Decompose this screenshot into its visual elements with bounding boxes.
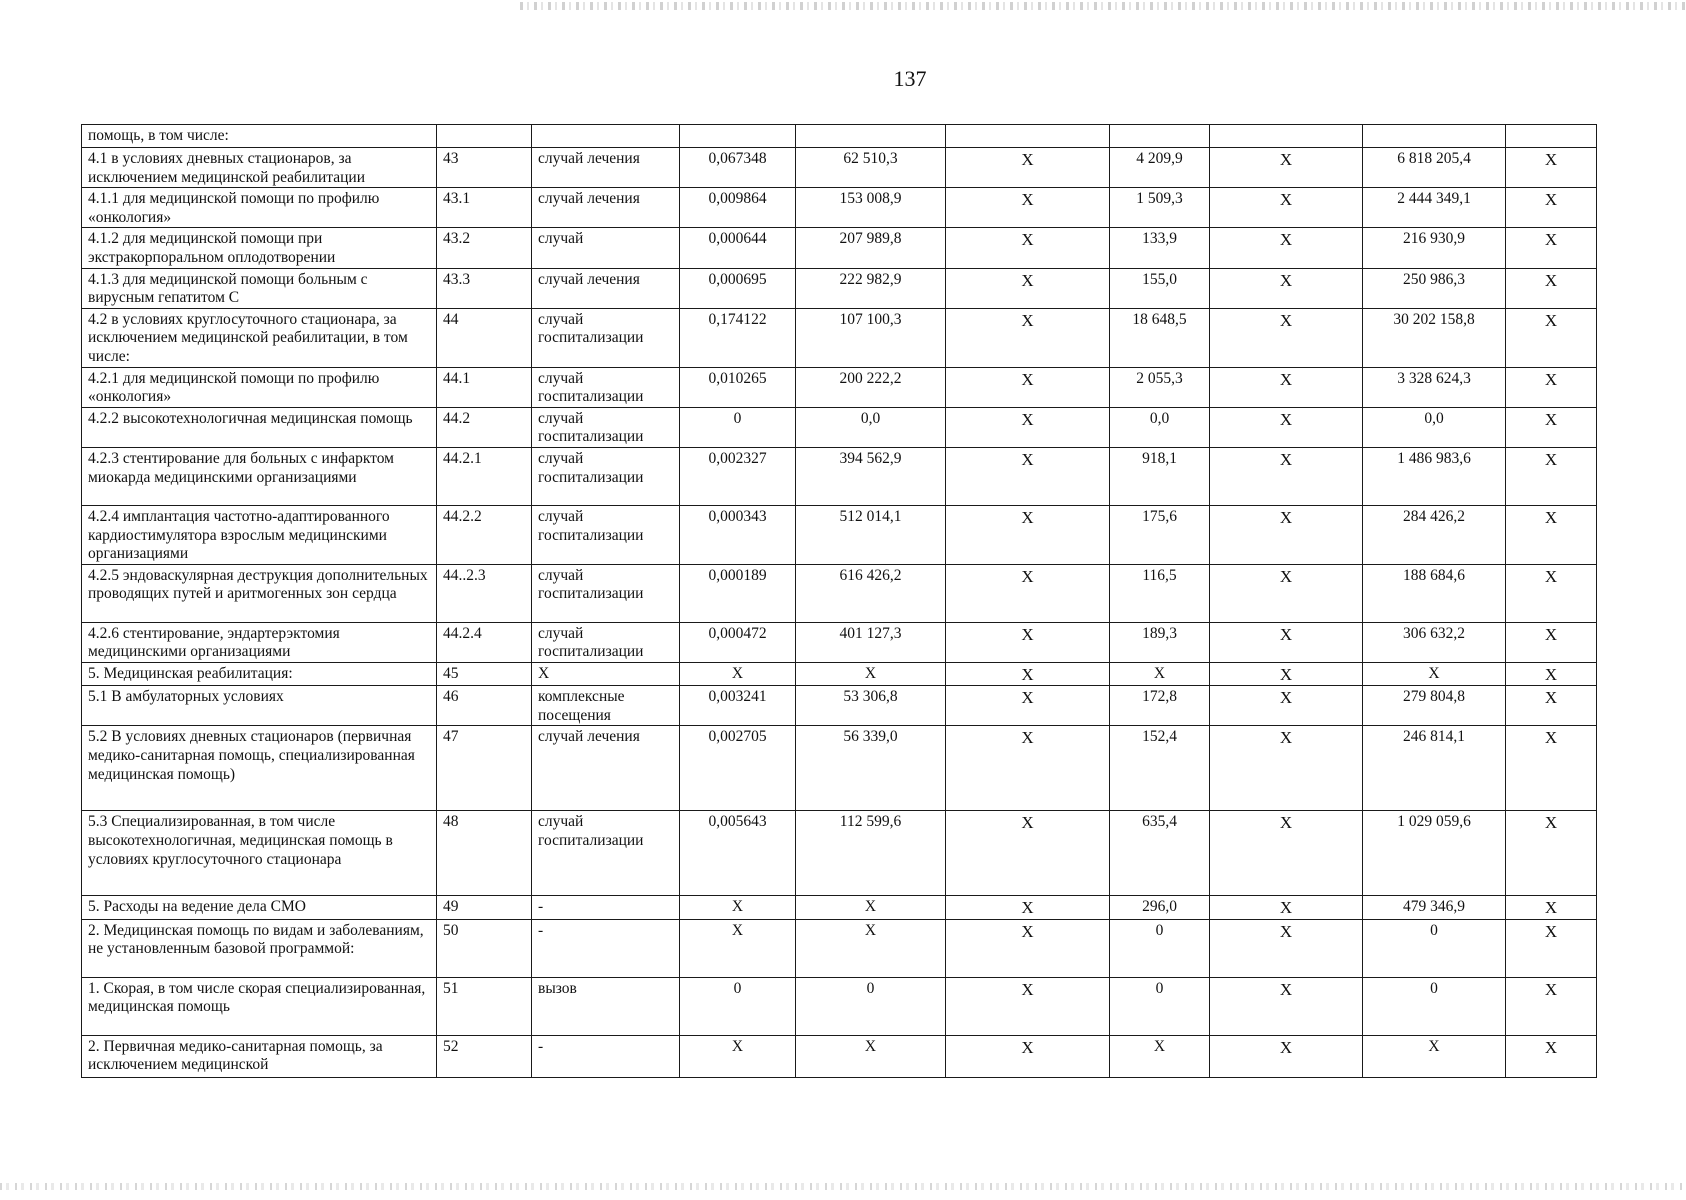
cell-col7: 116,5 [1110, 564, 1210, 622]
cell-col5: 112 599,6 [796, 811, 946, 896]
cell-row-code: 49 [437, 896, 532, 919]
cell-col7: 296,0 [1110, 896, 1210, 919]
cell-col7: 18 648,5 [1110, 308, 1210, 367]
cell-row-code: 45 [437, 662, 532, 685]
cell-col6: X [946, 686, 1110, 726]
table-row [82, 308, 1597, 367]
cell-col4: 0,000695 [680, 268, 796, 308]
data-table [81, 124, 1597, 1078]
cell-row-code: 44.2.1 [437, 447, 532, 505]
cell-col7: 172,8 [1110, 686, 1210, 726]
cell-col5: 401 127,3 [796, 622, 946, 662]
cell-col4: 0,010265 [680, 367, 796, 407]
table-row [82, 622, 1597, 662]
cell-name: 4.2 в условиях круглосуточного стационара, за исключением медицинской реабилитации, в том числе: [82, 308, 437, 367]
cell-col7: 0,0 [1110, 407, 1210, 447]
cell-col5: X [796, 1035, 946, 1077]
cell-col8: X [1210, 811, 1363, 896]
table-row [82, 919, 1597, 977]
cell-col10: X [1506, 308, 1597, 367]
cell-col8: X [1210, 564, 1363, 622]
table-body [82, 125, 1597, 1078]
cell-row-code: 52 [437, 1035, 532, 1077]
cell-name: 1. Скорая, в том числе скорая специализированная, медицинская помощь [82, 977, 437, 1035]
cell-unit: случай госпитализации [532, 308, 680, 367]
table-row [82, 188, 1597, 228]
cell-unit: случай госпитализации [532, 407, 680, 447]
cell-name: 4.2.6 стентирование, эндартерэктомия медицинскими организациями [82, 622, 437, 662]
table-row [82, 268, 1597, 308]
cell-col4: 0,174122 [680, 308, 796, 367]
cell-col8: X [1210, 919, 1363, 977]
cell-col4: 0 [680, 977, 796, 1035]
cell-row-code: 44..2.3 [437, 564, 532, 622]
cell-col6: X [946, 564, 1110, 622]
cell-row-code: 50 [437, 919, 532, 977]
cell-col10: X [1506, 811, 1597, 896]
cell-col5: 616 426,2 [796, 564, 946, 622]
table-row [82, 367, 1597, 407]
cell-row-code: 44.2.2 [437, 505, 532, 564]
cell-name: 4.2.4 имплантация частотно-адаптированного кардиостимулятора взрослым медицинскими организациями [82, 505, 437, 564]
cell-col10: X [1506, 896, 1597, 919]
cell-col10: X [1506, 268, 1597, 308]
cell-col10: X [1506, 622, 1597, 662]
cell-unit: - [532, 896, 680, 919]
cell-row-code: 48 [437, 811, 532, 896]
cell-col7: 0 [1110, 919, 1210, 977]
cell-col5: 207 989,8 [796, 228, 946, 268]
cell-unit: случай госпитализации [532, 447, 680, 505]
cell-col10: X [1506, 447, 1597, 505]
cell-name: помощь, в том числе: [82, 125, 437, 148]
table-row [82, 564, 1597, 622]
cell-unit: случай госпитализации [532, 564, 680, 622]
cell-col5: X [796, 662, 946, 685]
cell-col7: 635,4 [1110, 811, 1210, 896]
cell-name: 5. Расходы на ведение дела СМО [82, 896, 437, 919]
cell-unit: случай госпитализации [532, 811, 680, 896]
cell-col8: X [1210, 1035, 1363, 1077]
cell-col4: 0,003241 [680, 686, 796, 726]
cell-col9: 1 029 059,6 [1363, 811, 1506, 896]
cell-unit: X [532, 662, 680, 685]
cell-col4: X [680, 896, 796, 919]
cell-col8: X [1210, 662, 1363, 685]
cell-col7: 175,6 [1110, 505, 1210, 564]
cell-col9: 216 930,9 [1363, 228, 1506, 268]
cell-col10: X [1506, 977, 1597, 1035]
cell-col8: X [1210, 228, 1363, 268]
cell-col6: X [946, 662, 1110, 685]
cell-col8: X [1210, 726, 1363, 811]
cell-col9: 246 814,1 [1363, 726, 1506, 811]
cell-col5: 107 100,3 [796, 308, 946, 367]
cell-row-code: 44 [437, 308, 532, 367]
cell-col10: X [1506, 919, 1597, 977]
cell-col5: 62 510,3 [796, 148, 946, 188]
scan-artifact-top [520, 2, 1686, 10]
cell-col7: 189,3 [1110, 622, 1210, 662]
cell-col8: X [1210, 977, 1363, 1035]
cell-col9: 188 684,6 [1363, 564, 1506, 622]
cell-col8: X [1210, 268, 1363, 308]
cell-col10: X [1506, 228, 1597, 268]
table-row [82, 125, 1597, 148]
cell-col4: 0,000644 [680, 228, 796, 268]
cell-col6: X [946, 811, 1110, 896]
cell-row-code [437, 125, 532, 148]
cell-row-code: 43.2 [437, 228, 532, 268]
cell-col4: 0,000189 [680, 564, 796, 622]
cell-col5: 0,0 [796, 407, 946, 447]
cell-col9: 250 986,3 [1363, 268, 1506, 308]
cell-unit: случай лечения [532, 188, 680, 228]
table-row [82, 407, 1597, 447]
table-row [82, 505, 1597, 564]
cell-col8: X [1210, 505, 1363, 564]
cell-col8 [1210, 125, 1363, 148]
cell-col9: 30 202 158,8 [1363, 308, 1506, 367]
table-row [82, 228, 1597, 268]
cell-row-code: 51 [437, 977, 532, 1035]
cell-unit: случай госпитализации [532, 622, 680, 662]
cell-col6: X [946, 726, 1110, 811]
cell-col6 [946, 125, 1110, 148]
cell-col4: 0,002705 [680, 726, 796, 811]
cell-col4: 0,002327 [680, 447, 796, 505]
cell-col10: X [1506, 148, 1597, 188]
cell-col8: X [1210, 447, 1363, 505]
cell-col4: 0,005643 [680, 811, 796, 896]
cell-col5: X [796, 919, 946, 977]
cell-name: 4.2.2 высокотехнологичная медицинская помощь [82, 407, 437, 447]
cell-col4: X [680, 662, 796, 685]
cell-col7 [1110, 125, 1210, 148]
cell-row-code: 44.2 [437, 407, 532, 447]
cell-col7: 4 209,9 [1110, 148, 1210, 188]
cell-col6: X [946, 896, 1110, 919]
cell-col6: X [946, 505, 1110, 564]
cell-name: 4.1 в условиях дневных стационаров, за исключением медицинской реабилитации [82, 148, 437, 188]
cell-col9: 0 [1363, 977, 1506, 1035]
cell-unit: случай лечения [532, 268, 680, 308]
cell-name: 4.1.2 для медицинской помощи при экстракорпоральном оплодотворении [82, 228, 437, 268]
cell-unit: случай лечения [532, 148, 680, 188]
scan-artifact-bottom [0, 1183, 1686, 1190]
cell-col10: X [1506, 505, 1597, 564]
cell-col9: 1 486 983,6 [1363, 447, 1506, 505]
cell-col4: 0,009864 [680, 188, 796, 228]
table-row [82, 977, 1597, 1035]
cell-col9: 0 [1363, 919, 1506, 977]
table-row [82, 686, 1597, 726]
cell-col7: 155,0 [1110, 268, 1210, 308]
cell-unit: случай госпитализации [532, 505, 680, 564]
cell-col9: 6 818 205,4 [1363, 148, 1506, 188]
cell-col7: X [1110, 1035, 1210, 1077]
table-row [82, 447, 1597, 505]
cell-col6: X [946, 188, 1110, 228]
cell-row-code: 44.2.4 [437, 622, 532, 662]
cell-col9: 279 804,8 [1363, 686, 1506, 726]
cell-col10: X [1506, 367, 1597, 407]
cell-col8: X [1210, 148, 1363, 188]
cell-col8: X [1210, 896, 1363, 919]
cell-col6: X [946, 919, 1110, 977]
table-row [82, 662, 1597, 685]
cell-col6: X [946, 447, 1110, 505]
cell-col8: X [1210, 308, 1363, 367]
cell-col8: X [1210, 686, 1363, 726]
cell-col6: X [946, 367, 1110, 407]
cell-name: 5.2 В условиях дневных стационаров (первичная медико-санитарная помощь, специализированная медицинская помощь) [82, 726, 437, 811]
cell-col4: 0,067348 [680, 148, 796, 188]
cell-col6: X [946, 148, 1110, 188]
cell-col5: 512 014,1 [796, 505, 946, 564]
cell-col9: 284 426,2 [1363, 505, 1506, 564]
cell-col10: X [1506, 1035, 1597, 1077]
cell-unit: случай госпитализации [532, 367, 680, 407]
cell-col6: X [946, 622, 1110, 662]
cell-unit [532, 125, 680, 148]
table-row [82, 811, 1597, 896]
cell-col8: X [1210, 367, 1363, 407]
cell-col9: 0,0 [1363, 407, 1506, 447]
cell-col5: 53 306,8 [796, 686, 946, 726]
cell-col6: X [946, 268, 1110, 308]
cell-name: 4.2.3 стентирование для больных с инфарктом миокарда медицинскими организациями [82, 447, 437, 505]
cell-col5 [796, 125, 946, 148]
cell-col9: X [1363, 662, 1506, 685]
cell-col9 [1363, 125, 1506, 148]
cell-col5: X [796, 896, 946, 919]
cell-row-code: 43 [437, 148, 532, 188]
cell-col10: X [1506, 188, 1597, 228]
cell-col10 [1506, 125, 1597, 148]
cell-col10: X [1506, 686, 1597, 726]
cell-col7: 0 [1110, 977, 1210, 1035]
cell-col5: 56 339,0 [796, 726, 946, 811]
cell-col9: 479 346,9 [1363, 896, 1506, 919]
cell-row-code: 46 [437, 686, 532, 726]
cell-col7: 1 509,3 [1110, 188, 1210, 228]
cell-col4: X [680, 1035, 796, 1077]
cell-name: 2. Первичная медико-санитарная помощь, за исключением медицинской [82, 1035, 437, 1077]
cell-col7: 918,1 [1110, 447, 1210, 505]
cell-col4: X [680, 919, 796, 977]
cell-col8: X [1210, 407, 1363, 447]
cell-unit: - [532, 1035, 680, 1077]
cell-col4: 0,000472 [680, 622, 796, 662]
cell-col6: X [946, 228, 1110, 268]
cell-unit: случай [532, 228, 680, 268]
cell-col5: 394 562,9 [796, 447, 946, 505]
cell-unit: комплексные посещения [532, 686, 680, 726]
cell-row-code: 44.1 [437, 367, 532, 407]
cell-col7: 152,4 [1110, 726, 1210, 811]
cell-col9: 306 632,2 [1363, 622, 1506, 662]
cell-col10: X [1506, 726, 1597, 811]
cell-col9: 3 328 624,3 [1363, 367, 1506, 407]
cell-col6: X [946, 1035, 1110, 1077]
page-number: 137 [893, 66, 927, 91]
cell-name: 2. Медицинская помощь по видам и заболеваниям, не установленным базовой программой: [82, 919, 437, 977]
cell-row-code: 43.1 [437, 188, 532, 228]
cell-row-code: 43.3 [437, 268, 532, 308]
table-row [82, 726, 1597, 811]
cell-col8: X [1210, 622, 1363, 662]
cell-col8: X [1210, 188, 1363, 228]
cell-col9: X [1363, 1035, 1506, 1077]
cell-col6: X [946, 977, 1110, 1035]
cell-name: 4.1.3 для медицинской помощи больным с вирусным гепатитом С [82, 268, 437, 308]
cell-col9: 2 444 349,1 [1363, 188, 1506, 228]
cell-col5: 0 [796, 977, 946, 1035]
table-row [82, 896, 1597, 919]
cell-name: 5. Медицинская реабилитация: [82, 662, 437, 685]
cell-col5: 222 982,9 [796, 268, 946, 308]
cell-name: 4.2.1 для медицинской помощи по профилю «онкология» [82, 367, 437, 407]
cell-col4: 0 [680, 407, 796, 447]
table-row [82, 1035, 1597, 1077]
cell-col7: 133,9 [1110, 228, 1210, 268]
cell-unit: случай лечения [532, 726, 680, 811]
cell-col10: X [1506, 564, 1597, 622]
cell-col7: X [1110, 662, 1210, 685]
cell-col10: X [1506, 662, 1597, 685]
cell-name: 5.3 Специализированная, в том числе высокотехнологичная, медицинская помощь в условиях круглосуточного стационара [82, 811, 437, 896]
cell-col7: 2 055,3 [1110, 367, 1210, 407]
cell-col5: 200 222,2 [796, 367, 946, 407]
cell-name: 4.1.1 для медицинской помощи по профилю «онкология» [82, 188, 437, 228]
cell-col5: 153 008,9 [796, 188, 946, 228]
table-row [82, 148, 1597, 188]
cell-unit: - [532, 919, 680, 977]
cell-unit: вызов [532, 977, 680, 1035]
cell-col10: X [1506, 407, 1597, 447]
cell-name: 5.1 В амбулаторных условиях [82, 686, 437, 726]
cell-col4: 0,000343 [680, 505, 796, 564]
cell-row-code: 47 [437, 726, 532, 811]
cell-name: 4.2.5 эндоваскулярная деструкция дополнительных проводящих путей и аритмогенных зон сердца [82, 564, 437, 622]
cell-col6: X [946, 308, 1110, 367]
cell-col6: X [946, 407, 1110, 447]
cell-col4 [680, 125, 796, 148]
